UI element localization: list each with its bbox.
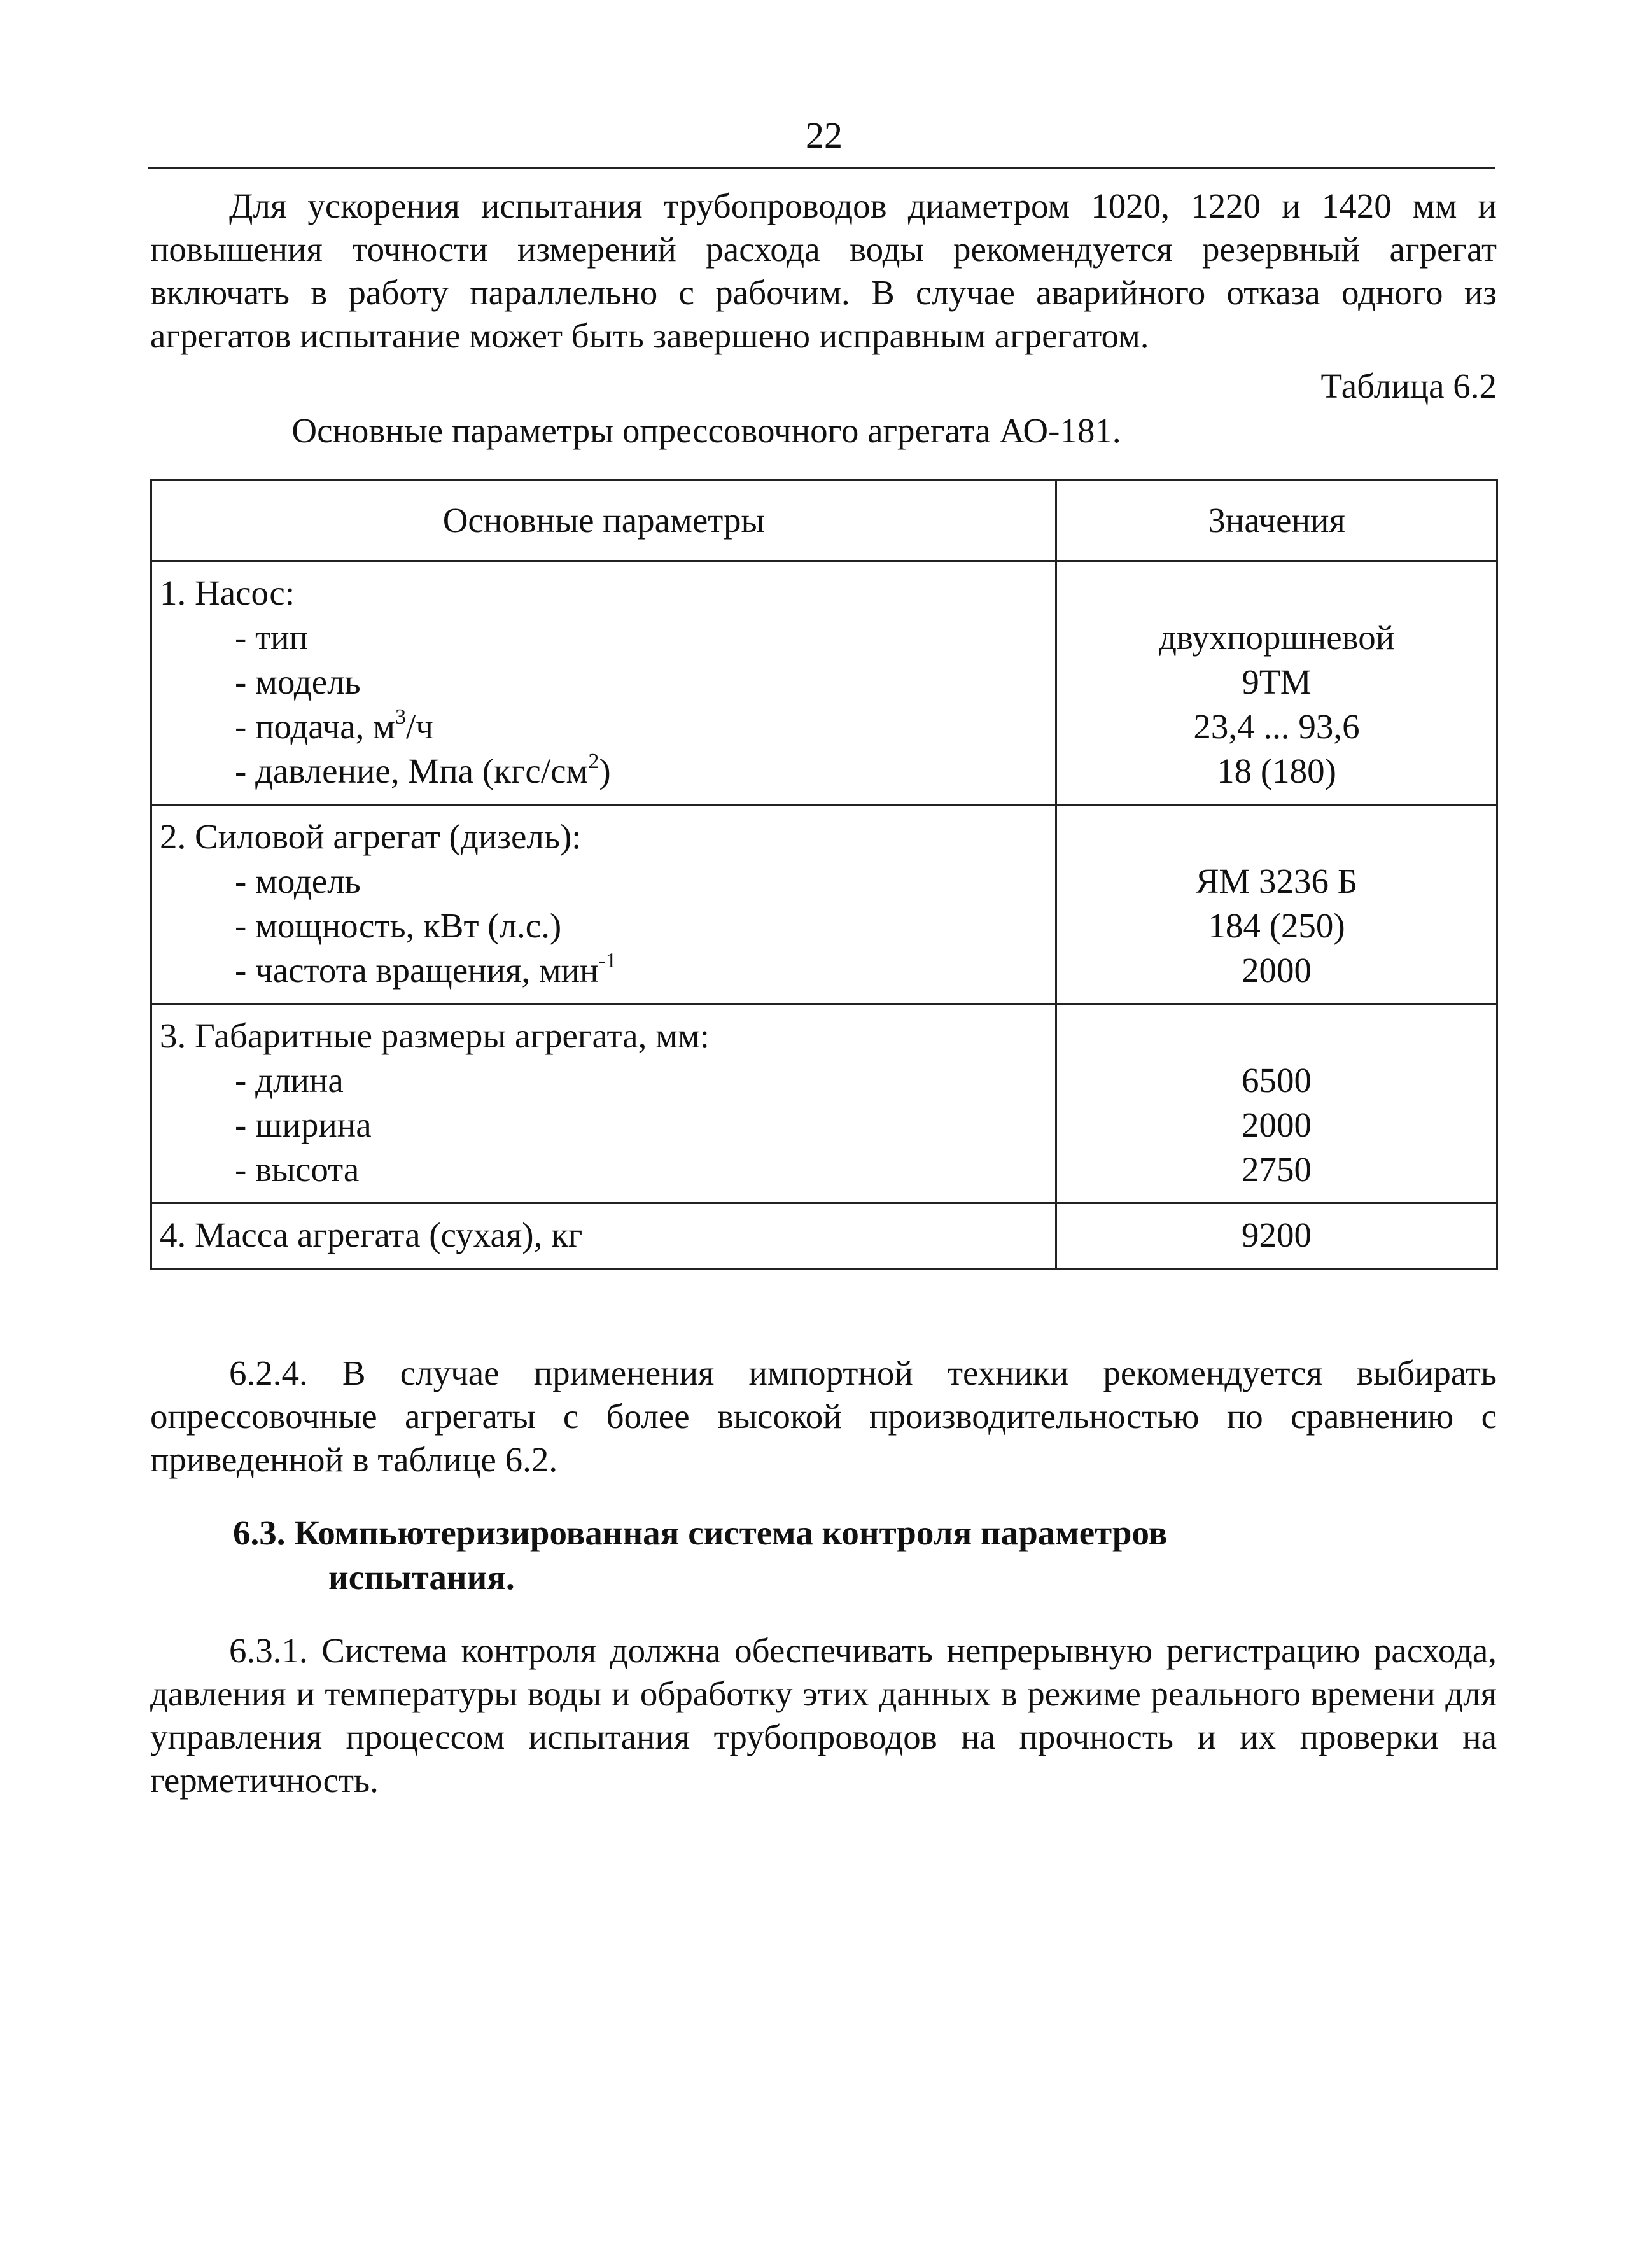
param-value: ЯМ 3236 Б bbox=[1195, 862, 1358, 900]
param-cell bbox=[151, 1203, 1056, 1269]
param-value: 184 (250) bbox=[1208, 906, 1345, 945]
group-title: 4. Масса агрегата (сухая), кг bbox=[160, 1215, 583, 1254]
group-title: 3. Габаритные размеры агрегата, мм: bbox=[160, 1016, 710, 1055]
table-title-text: Основные параметры опрессовочного агрегата АО-181. bbox=[291, 411, 1121, 450]
paragraph-6-2-4: 6.2.4. В случае применения импортной техники рекомендуется выбирать опрессовочные агрегаты с более высокой производительностью по сравнению с приведенной в таблице 6.2. bbox=[150, 1354, 1497, 1479]
param-name-text: - частота вращения, мин bbox=[235, 951, 599, 990]
table-row-mass bbox=[151, 1203, 1497, 1269]
param-name: - ширина bbox=[235, 1105, 372, 1144]
param-name-suffix: /ч bbox=[406, 707, 433, 746]
param-value: 2750 bbox=[1242, 1150, 1312, 1189]
group-title: 2. Силовой агрегат (дизель): bbox=[160, 817, 582, 856]
table-row-pump bbox=[151, 561, 1497, 805]
superscript: 3 bbox=[395, 704, 406, 729]
param-name: - модель bbox=[235, 662, 361, 701]
header-param: Основные параметры bbox=[151, 480, 1056, 561]
table-header-row bbox=[151, 480, 1497, 561]
value-cell bbox=[1056, 1203, 1497, 1269]
param-value: 9ТМ bbox=[1242, 662, 1312, 701]
value-cell bbox=[1056, 1004, 1497, 1203]
param-value: 2000 bbox=[1242, 1105, 1312, 1144]
param-cell bbox=[151, 1004, 1056, 1203]
param-value: двухпоршневой bbox=[1158, 618, 1395, 657]
param-name bbox=[160, 704, 1055, 749]
header-value: Значения bbox=[1056, 480, 1497, 561]
superscript: -1 bbox=[598, 948, 617, 972]
table-row-dimensions bbox=[151, 1004, 1497, 1203]
section-heading-line2: испытания. bbox=[328, 1558, 515, 1597]
table-title bbox=[150, 409, 1497, 452]
param-cell bbox=[151, 805, 1056, 1004]
paragraph-6-3-1: 6.3.1. Система контроля должна обеспечивать непрерывную регистрацию расхода, давления и температуры воды и обработку этих данных в режиме реального времени для управления процессом испытания трубопроводов на прочность и их проверки на герметичность. bbox=[150, 1631, 1497, 1800]
param-value: 6500 bbox=[1242, 1061, 1312, 1100]
param-name bbox=[160, 948, 1055, 993]
superscript: 2 bbox=[588, 749, 599, 773]
value-cell bbox=[1056, 805, 1497, 1004]
param-cell bbox=[151, 561, 1056, 805]
param-value: 2000 bbox=[1242, 951, 1312, 990]
parameters-table bbox=[150, 479, 1498, 1270]
param-name-text: - давление, Мпа (кгс/см bbox=[235, 752, 589, 790]
param-name: - длина bbox=[235, 1061, 344, 1100]
param-name-suffix: ) bbox=[599, 752, 611, 790]
value-cell bbox=[1056, 561, 1497, 805]
table-label: Таблица 6.2 bbox=[1320, 367, 1497, 405]
param-value: 23,4 ... 93,6 bbox=[1193, 707, 1360, 746]
param-name bbox=[160, 749, 1055, 794]
param-name: - модель bbox=[235, 862, 361, 900]
header-rule bbox=[148, 167, 1495, 169]
param-name-text: - подача, м bbox=[235, 707, 395, 746]
section-heading bbox=[233, 1511, 1442, 1600]
param-value: 18 (180) bbox=[1217, 752, 1336, 790]
group-title: 1. Насос: bbox=[160, 573, 295, 612]
param-name: - мощность, кВт (л.с.) bbox=[235, 906, 562, 945]
param-name: - тип bbox=[235, 618, 308, 657]
param-name: - высота bbox=[235, 1150, 360, 1189]
intro-paragraph: Для ускорения испытания трубопроводов диаметром 1020, 1220 и 1420 мм и повышения точности измерений расхода воды рекомендуется резервный агрегат включать в работу параллельно с рабочим. В случае аварийного отказа одного из агрегатов испытание может быть завершено исправным агрегатом. bbox=[150, 186, 1497, 355]
page-number: 22 bbox=[806, 115, 843, 156]
param-value: 9200 bbox=[1242, 1215, 1312, 1254]
section-heading-line1: 6.3. Компьютеризированная система контроля параметров bbox=[233, 1513, 1168, 1552]
table-row-engine bbox=[151, 805, 1497, 1004]
